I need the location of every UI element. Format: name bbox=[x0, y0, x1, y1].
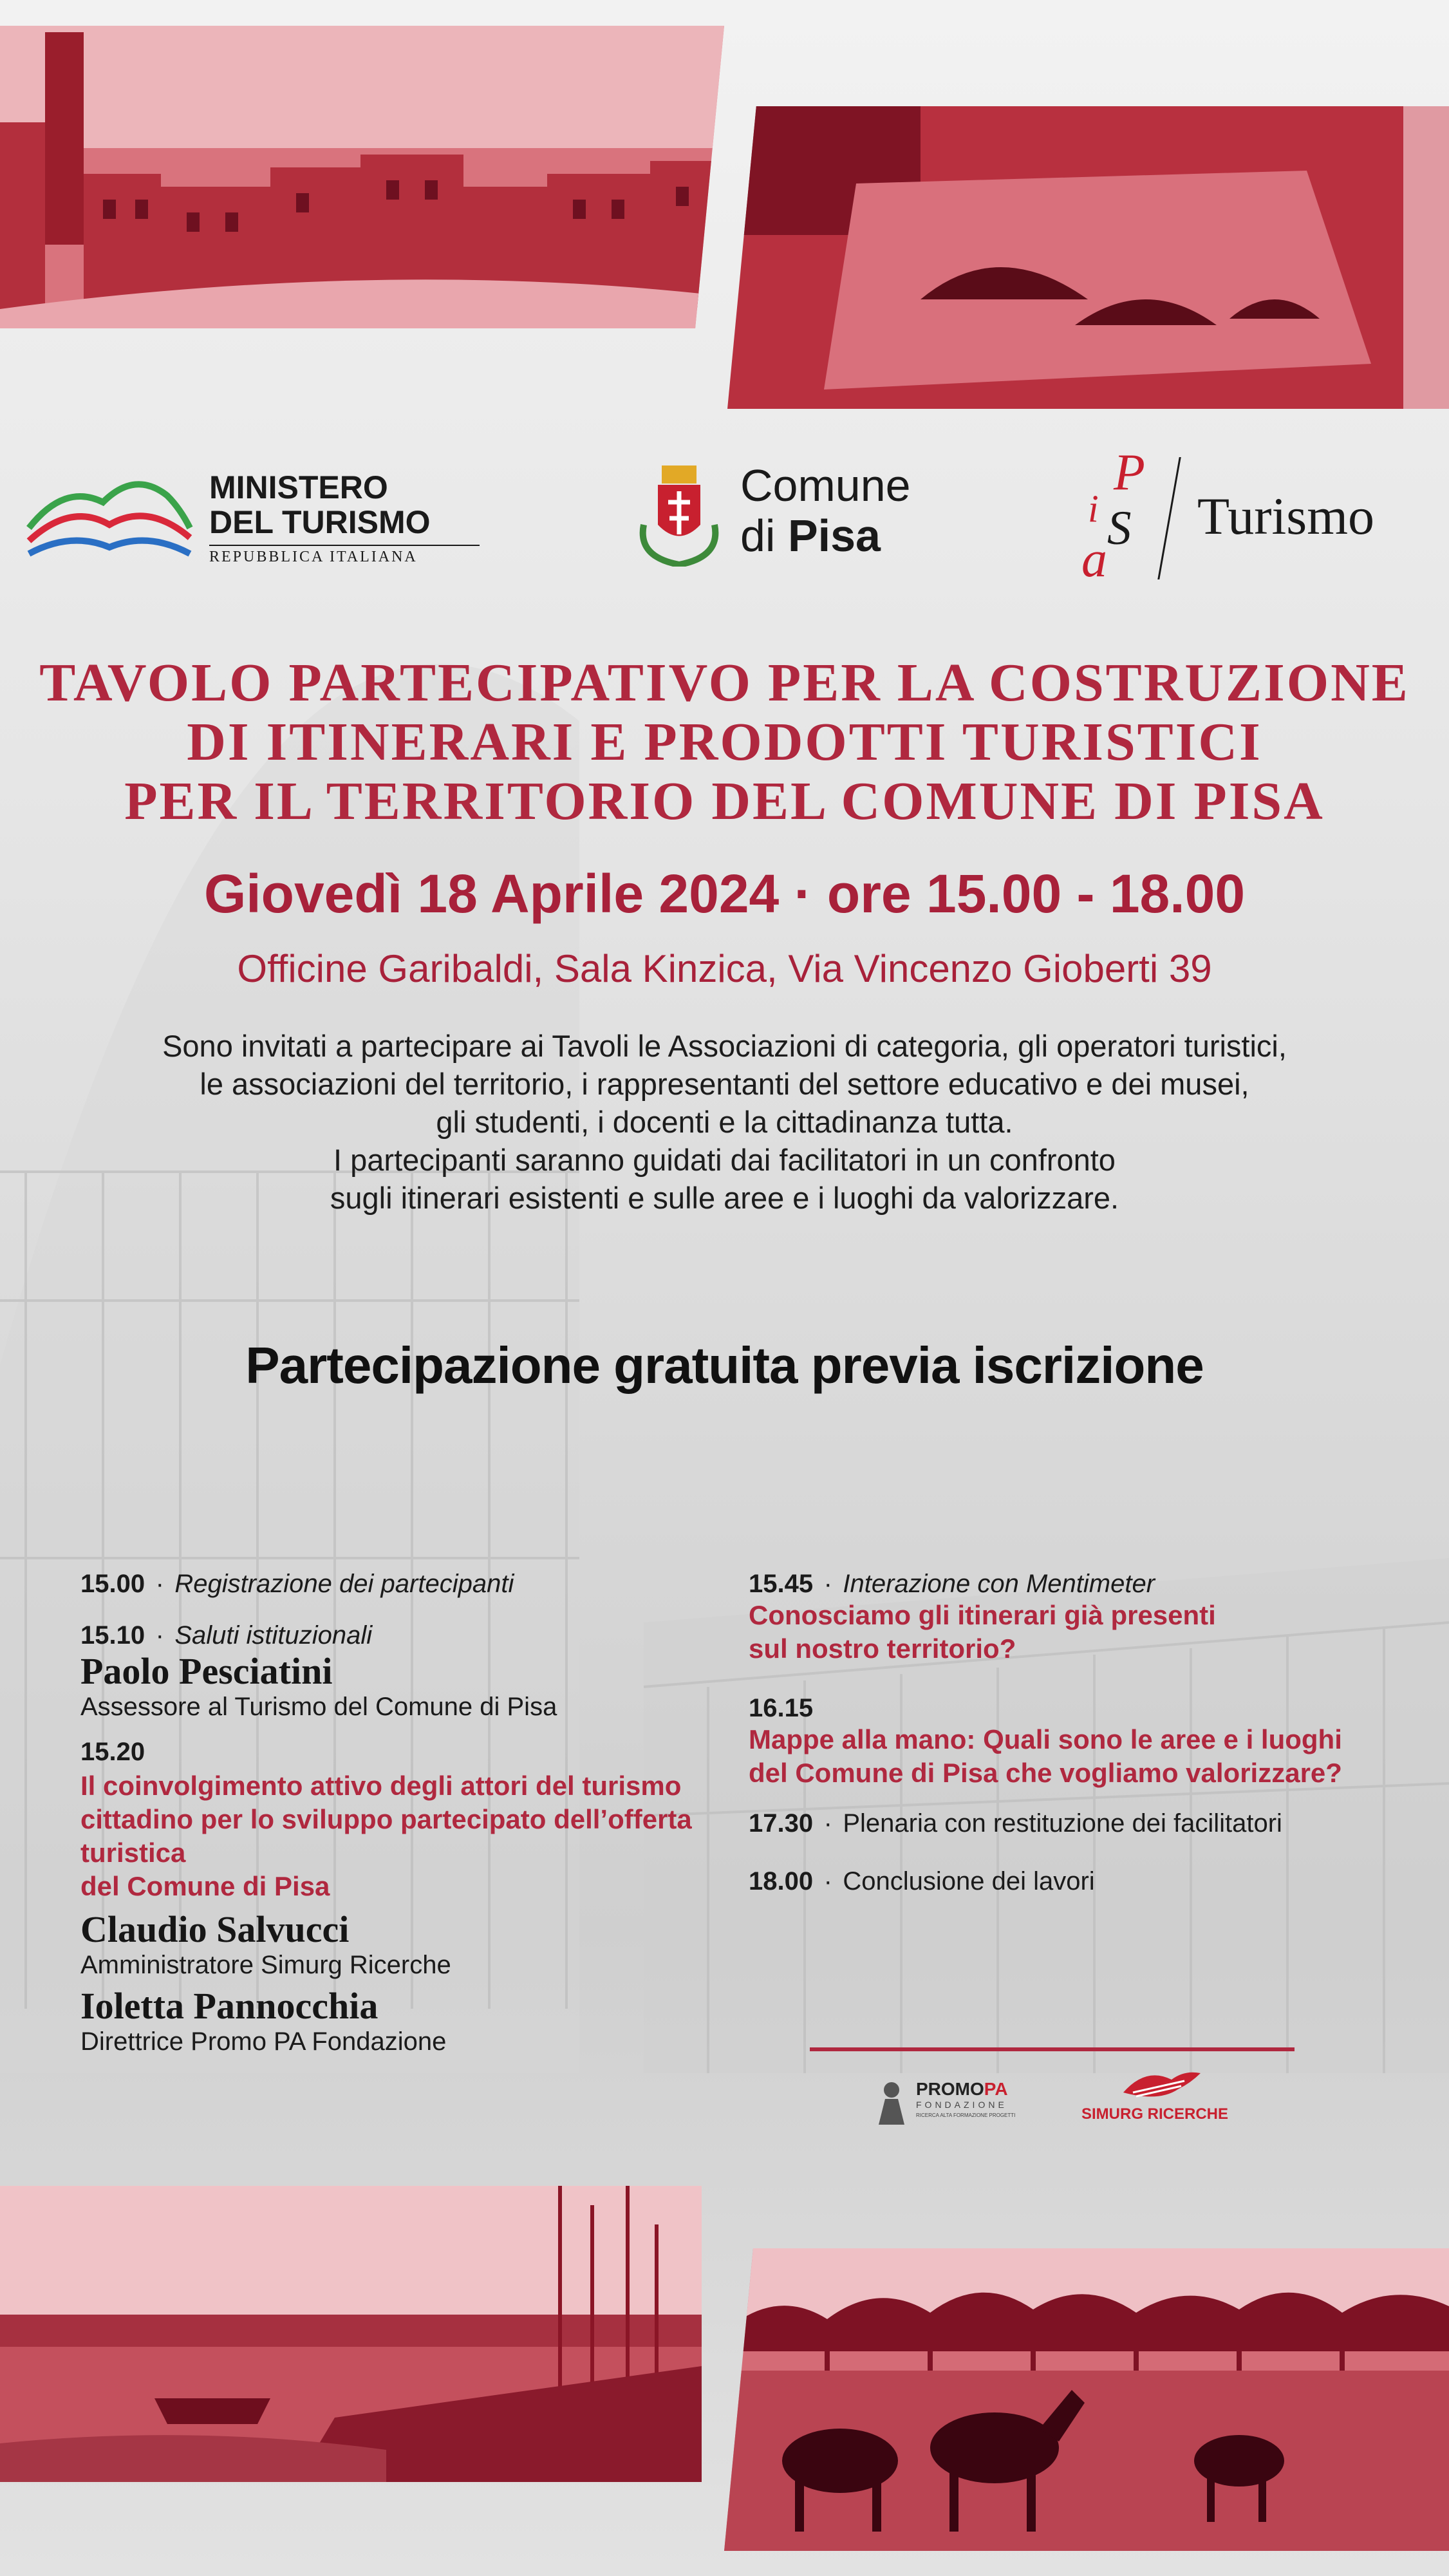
svg-text:P: P bbox=[1114, 451, 1145, 501]
item-text: Registrazione dei partecipanti bbox=[174, 1570, 514, 1598]
page-title bbox=[0, 653, 1449, 831]
intro-text bbox=[64, 1027, 1385, 1217]
promopa-tagline: RICERCA ALTA FORMAZIONE PROGETTI bbox=[916, 2112, 1016, 2118]
speaker-role: Amministratore Simurg Ricerche bbox=[80, 1951, 451, 1979]
item-text: Interazione con Mentimeter bbox=[843, 1570, 1155, 1598]
ministero-emblem-icon bbox=[26, 457, 193, 567]
speaker-role: Assessore al Turismo del Comune di Pisa bbox=[80, 1693, 557, 1721]
promopa-name: PROMO bbox=[916, 2079, 984, 2099]
event-venue: Officine Garibaldi, Sala Kinzica, Via Vincenzo Gioberti 39 bbox=[237, 947, 1212, 990]
item-text: Saluti istituzionali bbox=[174, 1621, 373, 1650]
photo-ruins bbox=[727, 106, 1449, 409]
intro-line: gli studenti, i docenti e la cittadinanza tutta. bbox=[436, 1105, 1013, 1139]
talk-title-line: Mappe alla mano: Quali sono le aree e i luoghi bbox=[749, 1724, 1342, 1754]
item-time: 15.00 bbox=[80, 1570, 145, 1598]
free-participation-heading: Partecipazione gratuita previa iscrizione bbox=[245, 1337, 1204, 1394]
intro-line: sugli itinerari esistenti e sulle aree e i luoghi da valorizzare. bbox=[330, 1181, 1119, 1215]
talk-title-line: sul nostro territorio? bbox=[749, 1633, 1016, 1664]
intro-line: le associazioni del territorio, i rappresentanti del settore educativo e dei musei, bbox=[200, 1067, 1249, 1101]
photo-harbour bbox=[0, 2186, 702, 2482]
title-line2: DI ITINERARI E PRODOTTI TURISTICI bbox=[187, 712, 1262, 772]
program-item: 15.00 · Registrazione dei partecipanti bbox=[80, 1570, 514, 1598]
item-time: 15.10 bbox=[80, 1621, 145, 1650]
comune-name-di: di bbox=[740, 511, 788, 561]
promopa-logo bbox=[872, 2076, 1040, 2128]
program-left bbox=[80, 1570, 756, 2056]
turismo-label: Turismo bbox=[1197, 487, 1374, 545]
item-time: 17.30 bbox=[749, 1809, 814, 1838]
comune-name-pisa: Pisa bbox=[787, 511, 881, 561]
pisa-turismo-logo bbox=[1075, 451, 1435, 579]
speaker-name: Paolo Pesciatini bbox=[80, 1650, 333, 1692]
promopa-emblem-icon bbox=[872, 2080, 911, 2125]
simurg-logo bbox=[1081, 2067, 1249, 2131]
coat-of-arms-icon bbox=[637, 460, 721, 567]
talk-title-line: del Comune di Pisa bbox=[80, 1871, 330, 1901]
ministero-name-line2: DEL TURISMO bbox=[209, 504, 431, 540]
comune-name-line1: Comune bbox=[740, 460, 911, 511]
talk-title-line: cittadino per lo sviluppo partecipato dell’offerta bbox=[80, 1804, 692, 1834]
speaker-role: Direttrice Promo PA Fondazione bbox=[80, 2027, 447, 2056]
promopa-subtitle: FONDAZIONE bbox=[916, 2100, 1007, 2110]
intro-line: Sono invitati a partecipare ai Tavoli le Associazioni di categoria, gli operatori turistici, bbox=[162, 1029, 1287, 1063]
item-time: 15.45 bbox=[749, 1570, 814, 1598]
talk-title-line: del Comune di Pisa che vogliamo valorizzare? bbox=[749, 1758, 1342, 1788]
item-text: Plenaria con restituzione dei facilitatori bbox=[843, 1809, 1282, 1838]
photo-lungarno bbox=[0, 26, 724, 328]
speaker-name: Ioletta Pannocchia bbox=[80, 1985, 379, 2027]
svg-text:a: a bbox=[1081, 531, 1107, 579]
speaker-name: Claudio Salvucci bbox=[80, 1908, 350, 1950]
item-time: 16.15 bbox=[749, 1694, 814, 1722]
simurg-name-2: RICERCHE bbox=[1147, 2105, 1229, 2123]
title-line3: PER IL TERRITORIO DEL COMUNE DI PISA bbox=[124, 771, 1325, 831]
item-time: 18.00 bbox=[749, 1867, 814, 1895]
ministero-name-line1: MINISTERO bbox=[209, 469, 388, 505]
pisa-monogram-icon bbox=[1075, 451, 1165, 579]
program-item: 17.30 · Plenaria con restituzione dei facilitatori bbox=[749, 1809, 1282, 1838]
intro-line: I partecipanti saranno guidati dai facilitatori in un confronto bbox=[333, 1143, 1116, 1177]
partners-divider bbox=[810, 2047, 1295, 2051]
comune-logo bbox=[637, 460, 940, 570]
program-item: 18.00 · Conclusione dei lavori bbox=[749, 1867, 1095, 1895]
talk-title-line: Il coinvolgimento attivo degli attori del turismo bbox=[80, 1771, 682, 1801]
event-date: Giovedì 18 Aprile 2024 · ore 15.00 - 18.00 bbox=[203, 863, 1246, 924]
item-text: Conclusione dei lavori bbox=[843, 1867, 1095, 1895]
title-line1: TAVOLO PARTECIPATIVO PER LA COSTRUZIONE bbox=[39, 653, 1410, 713]
svg-text:i: i bbox=[1088, 487, 1099, 530]
svg-text:S: S bbox=[1107, 502, 1132, 555]
item-time: 15.20 bbox=[80, 1738, 145, 1766]
program-right bbox=[749, 1570, 1431, 1896]
program-item: 15.45 · Interazione con Mentimeter bbox=[749, 1570, 1155, 1598]
program-item: 15.10 · Saluti istituzionali bbox=[80, 1621, 373, 1650]
talk-title-line: Conosciamo gli itinerari già presenti bbox=[749, 1600, 1216, 1630]
photo-horses bbox=[724, 2248, 1449, 2551]
simurg-name: SIMURG bbox=[1081, 2105, 1143, 2123]
talk-title-line: turistica bbox=[80, 1838, 186, 1868]
simurg-bird-icon bbox=[1120, 2067, 1204, 2105]
ministero-logo bbox=[26, 451, 463, 573]
promopa-name-accent: PA bbox=[984, 2079, 1008, 2099]
ministero-subtitle: REPUBBLICA ITALIANA bbox=[209, 549, 418, 565]
